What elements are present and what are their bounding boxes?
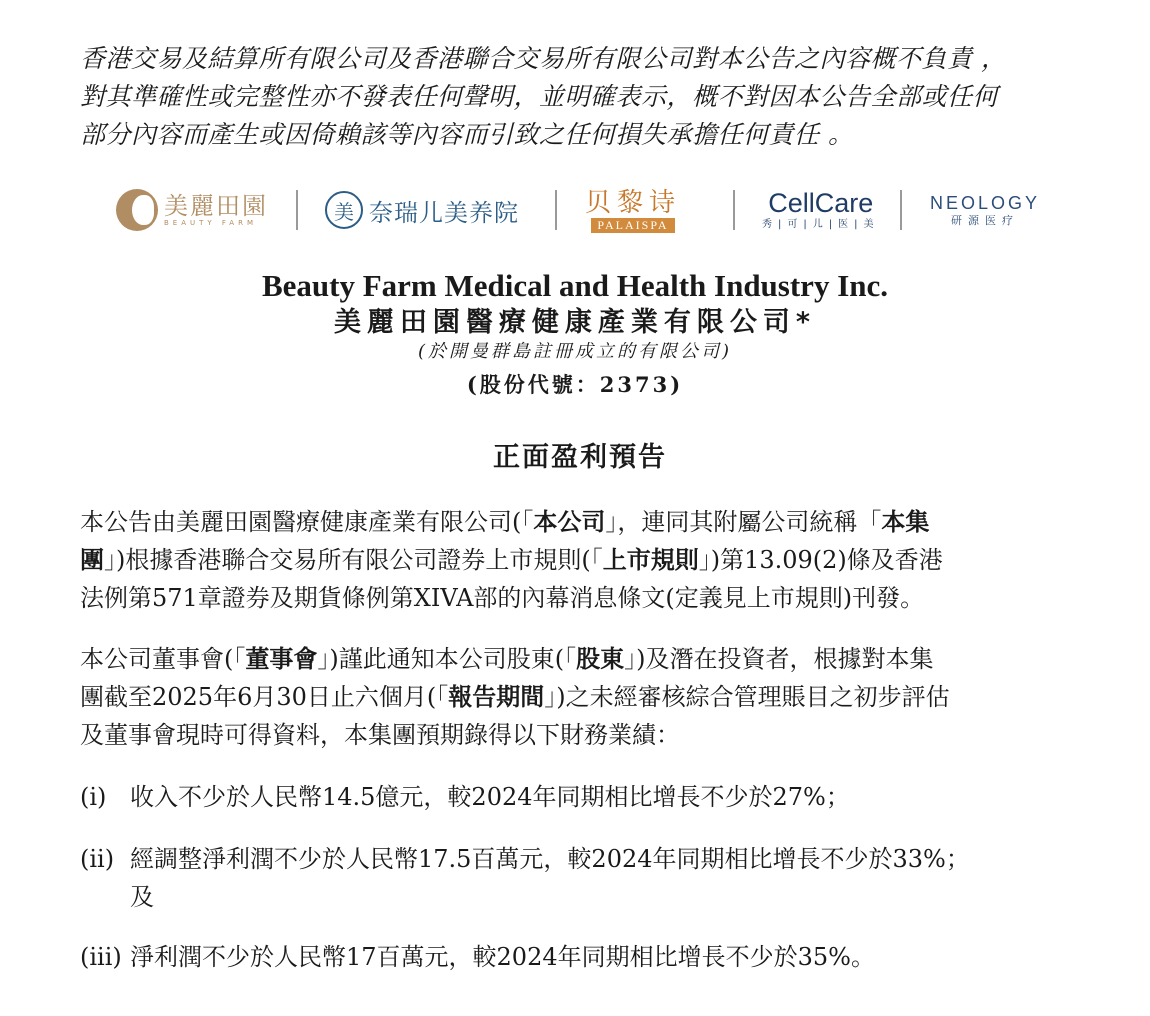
company-registration: (於開曼群島註冊成立的有限公司) <box>417 341 733 362</box>
paragraph-intro <box>80 503 1090 617</box>
company-name-cn: 美麗田園醫療健康產業有限公司* <box>333 307 817 338</box>
defined-term: 報告期間 <box>448 682 545 711</box>
palaispa-logo <box>585 182 681 238</box>
logo-divider <box>555 190 557 230</box>
announcement-title: 正面盈利預告 <box>493 442 667 473</box>
paragraph-board-notice <box>80 640 1090 754</box>
defined-term: 股東 <box>576 644 625 673</box>
list-item-text: 及 <box>130 883 154 911</box>
naruir-logo <box>325 182 519 238</box>
cellcare-logo <box>762 182 879 238</box>
neology-logo-cn: 研源医疗 <box>951 214 1020 227</box>
paragraph-line: 團截至2025年6月30日止六個月(「報告期間」)之未經審核綜合管理賬目之初步評估 <box>80 682 950 711</box>
disclaimer-line-2: 對其準確性或完整性亦不發表任何聲明，並明確表示，概不對因本公告全部或任何 <box>80 82 999 111</box>
beauty-farm-logo <box>116 182 268 238</box>
list-item-text: 收入不少於人民幣14.5億元，較2024年同期相比增長不少於27%； <box>130 783 850 811</box>
cellcare-logo-en: CellCare <box>768 188 874 218</box>
beauty-farm-face-icon <box>116 189 158 231</box>
disclaimer-line-3: 部分內容而產生或因倚賴該等內容而引致之任何損失承擔任何責任 。 <box>80 120 854 149</box>
company-name-en: Beauty Farm Medical and Health Industry Inc. <box>261 268 889 303</box>
list-item-number: (iii) <box>80 943 122 971</box>
defined-term: 本集 <box>881 507 930 536</box>
defined-term: 董事會 <box>245 644 318 673</box>
paragraph-line: 法例第571章證券及期貨條例第XIVA部的內幕消息條文(定義見上市規則)刊發。 <box>80 584 925 612</box>
neology-logo <box>930 182 1040 238</box>
list-item-number: (ii) <box>80 845 115 873</box>
palaispa-logo-cn: 贝黎诗 <box>585 187 682 218</box>
defined-term: 團 <box>80 545 104 574</box>
paragraph-line: 及董事會現時可得資料，本集團預期錄得以下財務業績： <box>80 721 680 749</box>
naruir-logo-cn: 奈瑞儿美养院 <box>369 198 519 227</box>
defined-term: 上市規則 <box>602 545 699 574</box>
brand-logos <box>110 182 1050 238</box>
paragraph-line: 團」)根據香港聯合交易所有限公司證券上市規則(「上市規則」)第13.09(2)條及香港 <box>80 545 943 574</box>
beauty-farm-logo-en: BEAUTY FARM <box>164 218 257 227</box>
list-item-number: (i) <box>80 783 107 811</box>
logo-divider <box>296 190 298 230</box>
logo-divider <box>900 190 902 230</box>
palaispa-logo-en: PALAISPA <box>591 218 674 233</box>
logo-divider <box>733 190 735 230</box>
beauty-farm-logo-cn: 美麗田園 <box>164 191 268 220</box>
stock-code: (股份代號：2373) <box>466 372 684 397</box>
disclaimer <box>80 40 1090 154</box>
list-item-text: 淨利潤不少於人民幣17百萬元，較2024年同期相比增長不少於35%。 <box>130 943 875 971</box>
naruir-mark-icon: 美 <box>325 191 363 229</box>
defined-term: 本公司 <box>533 507 606 536</box>
disclaimer-line-1: 香港交易及結算所有限公司及香港聯合交易所有限公司對本公告之內容概不負責 ， <box>80 44 1007 73</box>
list-item-text: 經調整淨利潤不少於人民幣17.5百萬元，較2024年同期相比增長不少於33%； <box>130 845 970 873</box>
paragraph-line: 本公司董事會(「董事會」)謹此通知本公司股東(「股東」)及潛在投資者，根據對本集 <box>80 644 934 673</box>
neology-logo-en: NEOLOGY <box>930 193 1041 213</box>
cellcare-logo-cn: 秀|可|儿|医|美 <box>762 219 880 230</box>
paragraph-line: 本公告由美麗田園醫療健康產業有限公司(「本公司」，連同其附屬公司統稱「本集 <box>80 507 930 536</box>
